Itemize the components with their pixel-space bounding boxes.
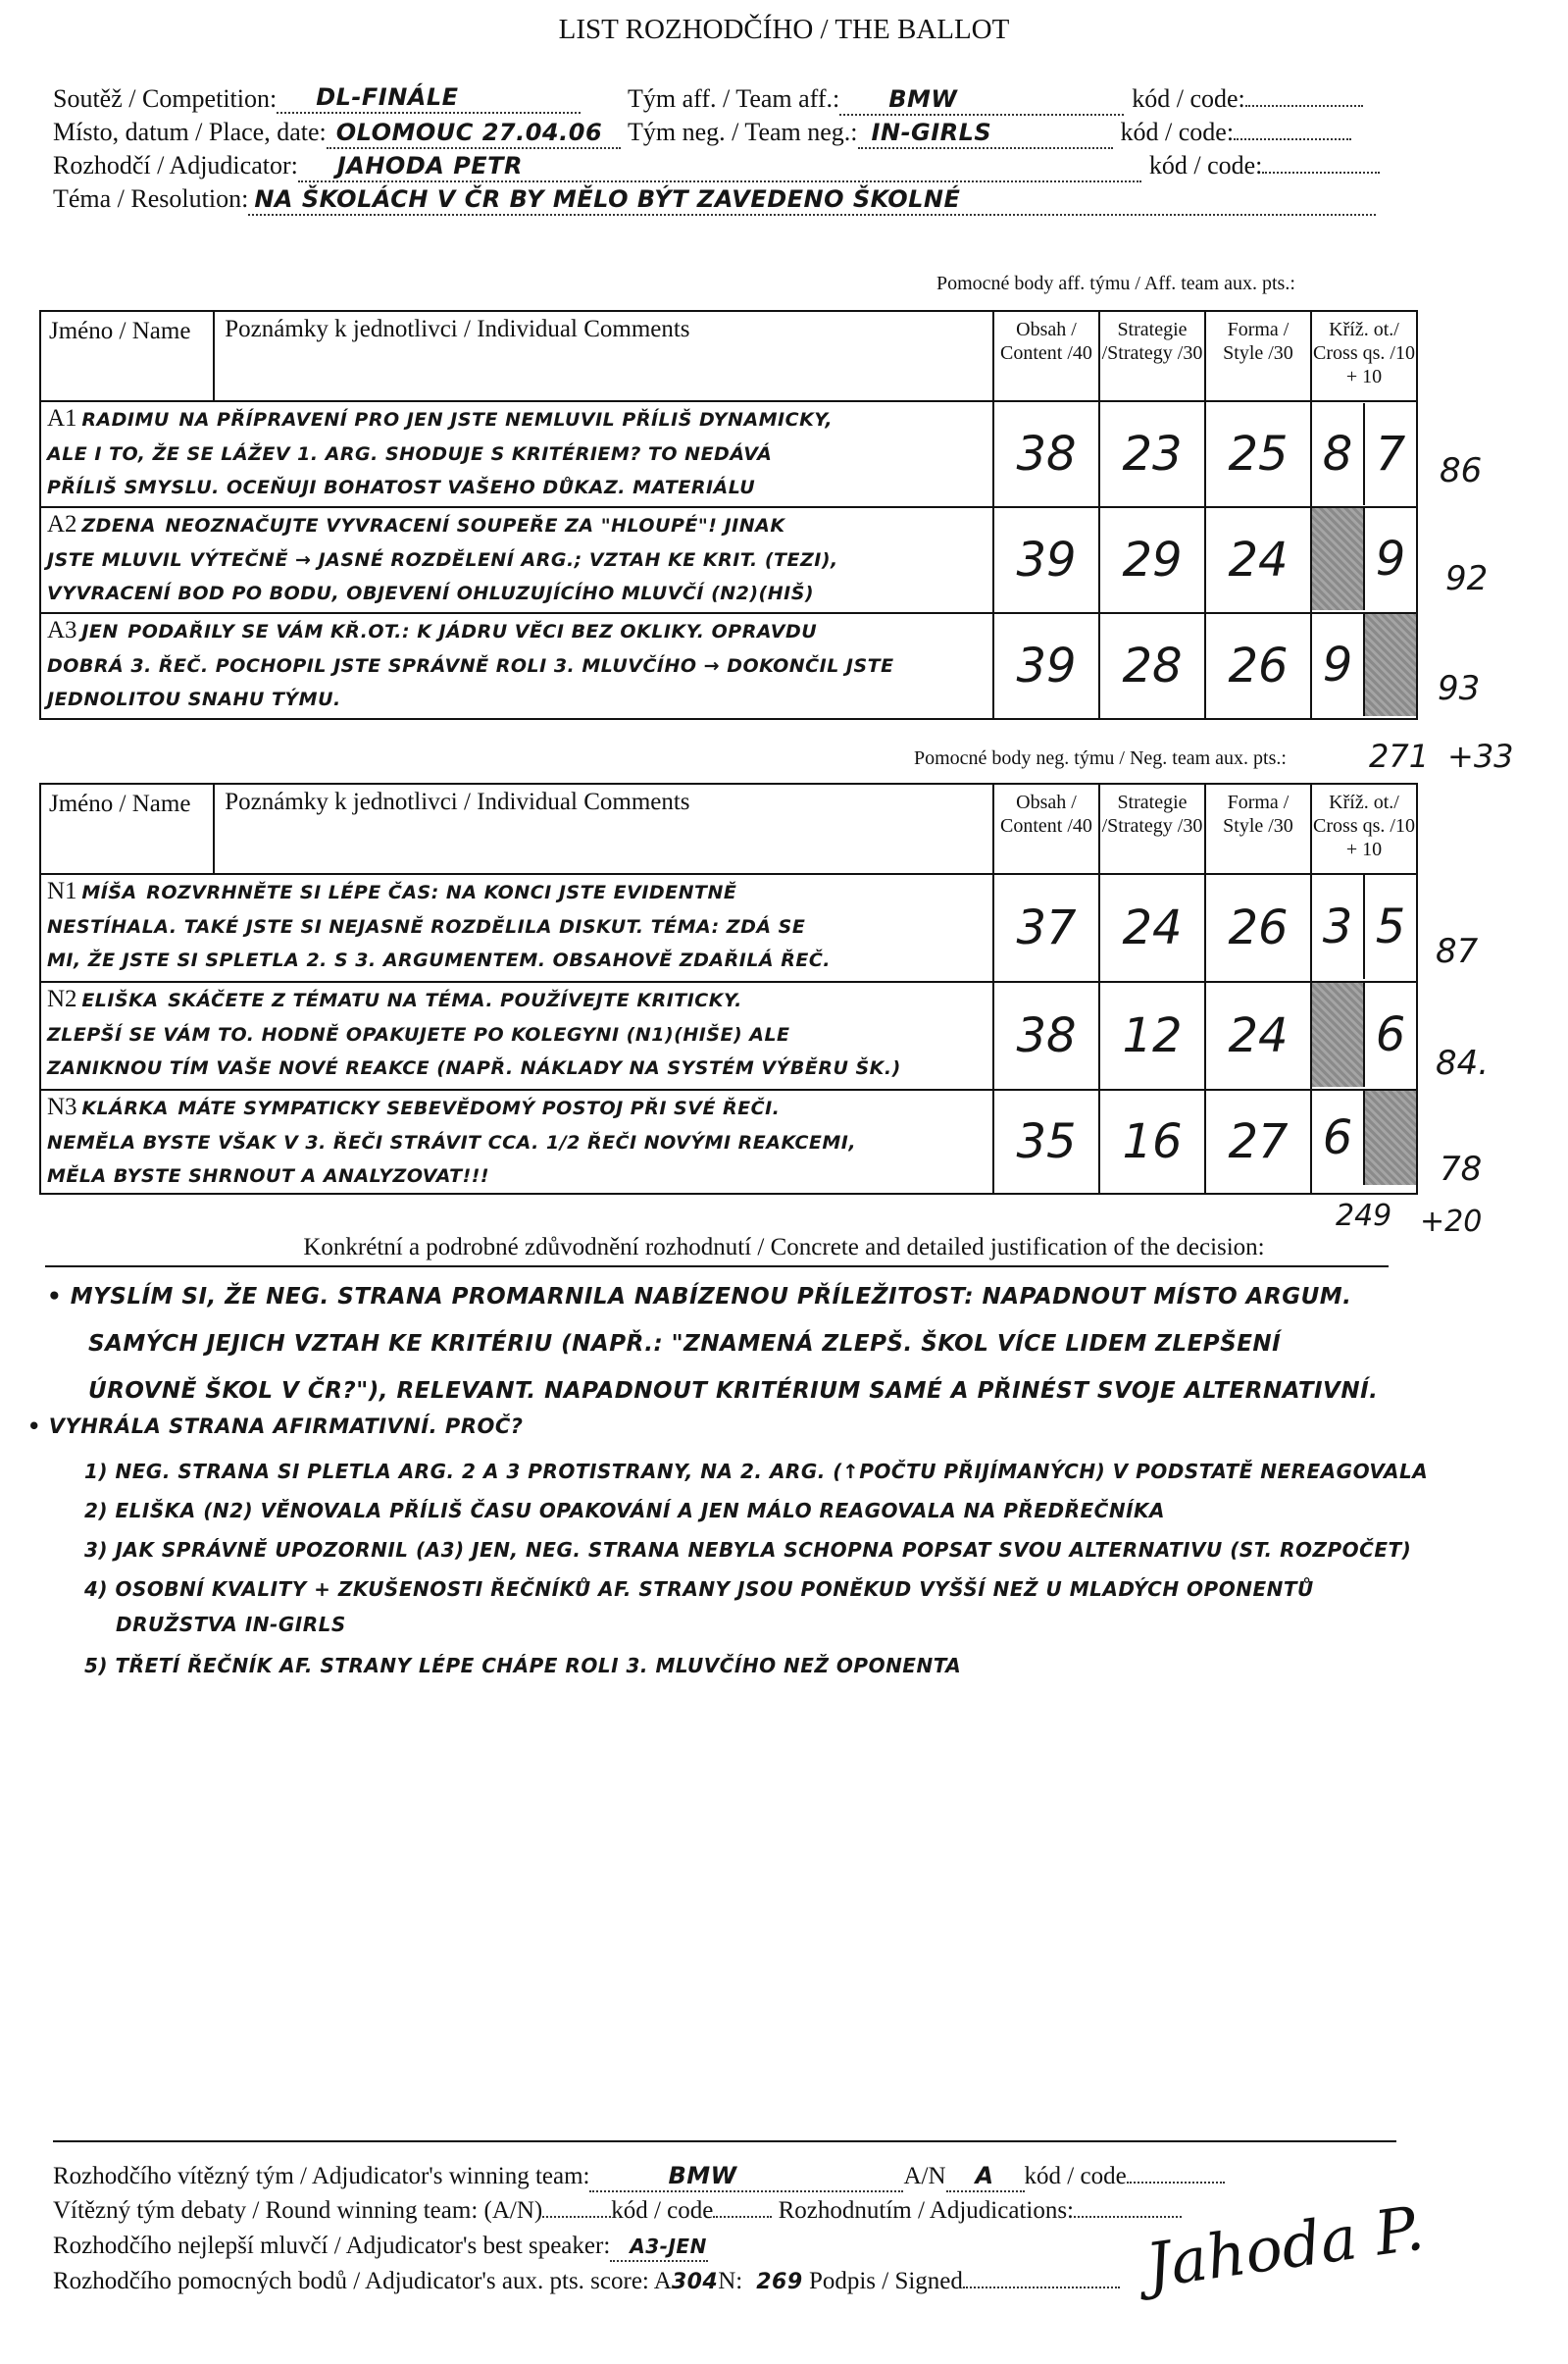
aff-speaker-2-comment-cell[interactable] bbox=[40, 507, 993, 613]
competition-field[interactable] bbox=[277, 82, 581, 114]
cross-score-a-shaded bbox=[1312, 983, 1365, 1087]
adjudicator-code-label: kód / code: bbox=[1148, 151, 1263, 180]
team-aff-code-label: kód / code: bbox=[1132, 84, 1245, 113]
comment-text: ZLEPŠÍ SE VÁM TO. HODNĚ OPAKUJETE PO KOLEGYNI (N1)(HIŠE) ALE bbox=[47, 1024, 790, 1046]
an-value: A bbox=[975, 2162, 994, 2189]
speaker-total: 93 bbox=[1438, 669, 1481, 708]
neg-cross-header: Kříž. ot./ Cross qs. /10 + 10 bbox=[1311, 784, 1417, 874]
place-field[interactable] bbox=[327, 118, 621, 149]
content-score[interactable]: 38 bbox=[993, 401, 1099, 507]
neg-speakers-table bbox=[39, 783, 1418, 1195]
signed-label: Podpis / Signed bbox=[808, 2268, 963, 2294]
justification-divider bbox=[45, 1265, 1389, 1267]
comment-text: ZANIKNOU TÍM VAŠE NOVÉ REAKCE (NAPŘ. NÁKLADY NA SYSTÉM VÝBĚRU ŠK.) bbox=[47, 1057, 901, 1079]
neg-strategy-header: Strategie /Strategy /30 bbox=[1099, 784, 1205, 874]
content-score[interactable]: 38 bbox=[993, 982, 1099, 1090]
aff-speaker-row bbox=[40, 507, 1417, 613]
style-score[interactable]: 27 bbox=[1205, 1090, 1311, 1194]
comment-text: JEDNOLITOU SNAHU TÝMU. bbox=[47, 689, 341, 710]
team-aff-field[interactable] bbox=[839, 84, 1124, 116]
cross-score-cell bbox=[1311, 613, 1417, 719]
adjudications-label: Rozhodnutím / Adjudications: bbox=[778, 2197, 1074, 2224]
cross-score-a-shaded bbox=[1312, 508, 1365, 610]
team-neg-value: IN-GIRLS bbox=[871, 119, 992, 146]
signature: Jahoda P. bbox=[1141, 2191, 1429, 2302]
resolution-field[interactable] bbox=[248, 184, 1376, 216]
aux-score-label: Rozhodčího pomocných bodů / Adjudicator's aux. pts. score: A bbox=[53, 2268, 672, 2294]
an-field[interactable] bbox=[946, 2162, 1025, 2192]
team-aff-code-field[interactable] bbox=[1245, 105, 1363, 107]
neg-style-header: Forma / Style /30 bbox=[1205, 784, 1311, 874]
best-speaker-label: Rozhodčího nejlepší mluvčí / Adjudicator's best speaker: bbox=[53, 2233, 611, 2259]
justification-line: 4) OSOBNÍ KVALITY + ZKUŠENOSTI ŘEČNÍKŮ AF. STRANY JSOU PONĚKUD VYŠŠÍ NEŽ U MLADÝCH OPONENTŮ bbox=[84, 1577, 1314, 1601]
content-score[interactable]: 39 bbox=[993, 613, 1099, 719]
comment-text: NESTÍHALA. TAKÉ JSTE SI NEJASNĚ ROZDĚLILA DISKUT. TÉMA: ZDÁ SE bbox=[47, 916, 806, 938]
speaker-total: 84. bbox=[1436, 1044, 1490, 1083]
competition-value: DL-FINÁLE bbox=[316, 83, 459, 111]
team-aff-label: Tým aff. / Team aff.: bbox=[628, 84, 840, 113]
resolution-row bbox=[53, 184, 1376, 216]
content-score[interactable]: 37 bbox=[993, 874, 1099, 982]
strategy-score[interactable]: 12 bbox=[1099, 982, 1205, 1090]
winning-team-field[interactable] bbox=[589, 2162, 903, 2192]
best-speaker-field[interactable] bbox=[610, 2233, 708, 2262]
cross-score-a[interactable]: 3 bbox=[1312, 875, 1365, 979]
team-aff-value: BMW bbox=[888, 85, 958, 113]
style-score[interactable]: 26 bbox=[1205, 613, 1311, 719]
signature-field[interactable] bbox=[963, 2287, 1120, 2288]
team-neg-row bbox=[628, 118, 1351, 149]
neg-comments-header: Poznámky k jednotlivci / Individual Comments bbox=[214, 784, 993, 874]
speaker-code: N3 bbox=[47, 1094, 77, 1120]
aux-a-value[interactable]: 304 bbox=[671, 2270, 719, 2294]
justification-line: 2) ELIŠKA (N2) VĚNOVALA PŘÍLIŠ ČASU OPAKOVÁNÍ A JEN MÁLO REAGOVALA NA PŘEDŘEČNÍKA bbox=[84, 1499, 1165, 1522]
style-score[interactable]: 25 bbox=[1205, 401, 1311, 507]
aff-speakers-table bbox=[39, 310, 1418, 720]
team-neg-code-label: kód / code: bbox=[1120, 118, 1235, 146]
aff-name-header: Jméno / Name bbox=[40, 311, 214, 401]
team-neg-label: Tým neg. / Team neg.: bbox=[628, 118, 858, 146]
winning-team-row bbox=[53, 2162, 1225, 2192]
comment-text: VYVRACENÍ BOD PO BODU, OBJEVENÍ OHLUZUJÍCÍHO MLUVČÍ (N2)(HIŠ) bbox=[47, 583, 815, 604]
justification-line: 1) NEG. STRANA SI PLETLA ARG. 2 A 3 PROTISTRANY, NA 2. ARG. (↑POČTU PŘIJÍMANÝCH) V PODSTATĚ NEREAGOVALA bbox=[84, 1460, 1429, 1483]
aux-score-row bbox=[53, 2268, 1120, 2295]
place-label: Místo, datum / Place, date: bbox=[53, 118, 327, 146]
comment-text: JSTE MLUVIL VÝTEČNĚ → JASNÉ ROZDĚLENÍ ARG.; VZTAH KE KRIT. (TEZI), bbox=[47, 549, 838, 571]
cross-score-b[interactable]: 7 bbox=[1375, 427, 1406, 482]
justification-title: Konkrétní a podrobné zdůvodnění rozhodnutí / Concrete and detailed justification of the decision: bbox=[303, 1234, 1265, 1260]
round-winner-row bbox=[53, 2197, 1182, 2225]
speaker-name: KLÁRKA bbox=[81, 1098, 169, 1119]
neg-speaker-3-comment-cell[interactable] bbox=[40, 1090, 993, 1194]
best-speaker-value: A3-JEN bbox=[630, 2235, 707, 2258]
adjudicator-value: JAHODA PETR bbox=[336, 152, 524, 180]
team-neg-field[interactable] bbox=[858, 118, 1113, 149]
cross-score-cell bbox=[1311, 1090, 1417, 1194]
comment-text: MI, ŽE JSTE SI SPLETLA 2. S 3. ARGUMENTEM. OBSAHOVĚ ZDAŘILÁ ŘEČ. bbox=[47, 950, 832, 971]
aff-strategy-header: Strategie /Strategy /30 bbox=[1099, 311, 1205, 401]
comment-text: NEMĚLA BYSTE VŠAK V 3. ŘEČI STRÁVIT CCA. 1/2 ŘEČI NOVÝMI REAKCEMI, bbox=[47, 1132, 857, 1154]
team-neg-code-field[interactable] bbox=[1234, 138, 1351, 140]
round-winner-label: Vítězný tým debaty / Round winning team: (A/N) bbox=[53, 2197, 543, 2224]
speaker-name: RADIMU bbox=[81, 409, 170, 431]
neg-speaker-1-comment-cell[interactable] bbox=[40, 874, 993, 982]
resolution-value: NA ŠKOLÁCH V ČR BY MĚLO BÝT ZAVEDENO ŠKOLNÉ bbox=[254, 185, 961, 213]
justification-line: 3) JAK SPRÁVNĚ UPOZORNIL (A3) JEN, NEG. STRANA NEBYLA SCHOPNA POPSAT SVOU ALTERNATIVU (ST. ROZPOČET) bbox=[84, 1538, 1412, 1562]
speaker-code: A3 bbox=[47, 617, 77, 643]
speaker-total: 78 bbox=[1440, 1150, 1483, 1189]
aff-speaker-row bbox=[40, 401, 1417, 507]
comment-text: SKÁČETE Z TÉMATU NA TÉMA. POUŽÍVEJTE KRITICKY. bbox=[168, 990, 742, 1011]
winning-team-value: BMW bbox=[668, 2162, 737, 2189]
resolution-label: Téma / Resolution: bbox=[53, 184, 249, 213]
n-label: N: bbox=[718, 2268, 743, 2294]
comment-text: ROZVRHNĚTE SI LÉPE ČAS: NA KONCI JSTE EVIDENTNĚ bbox=[146, 882, 737, 903]
speaker-total: 86 bbox=[1440, 451, 1483, 490]
style-score[interactable]: 26 bbox=[1205, 874, 1311, 982]
speaker-code: N2 bbox=[47, 986, 77, 1012]
place-value: OLOMOUC 27.04.06 bbox=[335, 119, 603, 146]
justification-line: DRUŽSTVA IN-GIRLS bbox=[116, 1613, 346, 1636]
style-score[interactable]: 24 bbox=[1205, 507, 1311, 613]
speaker-name: MÍŠA bbox=[81, 882, 137, 903]
speaker-name: ZDENA bbox=[81, 515, 156, 537]
strategy-score[interactable]: 23 bbox=[1099, 401, 1205, 507]
comment-text: ALE I TO, ŽE SE LÁŽEV 1. ARG. SHODUJE S KRITÉRIEM? TO NEDÁVÁ bbox=[47, 443, 773, 465]
neg-content-header: Obsah / Content /40 bbox=[993, 784, 1099, 874]
aff-content-header: Obsah / Content /40 bbox=[993, 311, 1099, 401]
content-score[interactable]: 35 bbox=[993, 1090, 1099, 1194]
justification-line: • VYHRÁLA STRANA AFIRMATIVNÍ. PROČ? bbox=[27, 1414, 524, 1438]
speaker-code: N1 bbox=[47, 878, 77, 904]
comment-text: PODAŘILY SE VÁM KŘ.OT.: K JÁDRU VĚCI BEZ OKLIKY. OPRAVDU bbox=[127, 621, 818, 642]
aff-comments-header: Poznámky k jednotlivci / Individual Comments bbox=[214, 311, 993, 401]
adjudicator-label: Rozhodčí / Adjudicator: bbox=[53, 151, 298, 180]
cross-score-b[interactable]: 5 bbox=[1375, 899, 1406, 954]
comment-text: PŘÍLIŠ SMYSLU. OCEŇUJI BOHATOST VAŠEHO DŮKAZ. MATERIÁLU bbox=[47, 477, 756, 498]
competition-label: Soutěž / Competition: bbox=[53, 84, 278, 113]
winning-code-label: kód / code bbox=[1024, 2163, 1127, 2189]
adjudicator-code-field[interactable] bbox=[1262, 172, 1380, 174]
comment-text: NA PŘÍPRAVENÍ PRO JEN JSTE NEMLUVIL PŘÍLIŠ DYNAMICKY, bbox=[178, 409, 834, 431]
neg-speaker-2-comment-cell[interactable] bbox=[40, 982, 993, 1090]
justification-line: 5) TŘETÍ ŘEČNÍK AF. STRANY LÉPE CHÁPE ROLI 3. MLUVČÍHO NEŽ OPONENTA bbox=[84, 1654, 962, 1677]
style-score[interactable]: 24 bbox=[1205, 982, 1311, 1090]
neg-speaker-row bbox=[40, 982, 1417, 1090]
content-score[interactable]: 39 bbox=[993, 507, 1099, 613]
comment-text: DOBRÁ 3. ŘEČ. POCHOPIL JSTE SPRÁVNĚ ROLI 3. MLUVČÍHO → DOKONČIL JSTE bbox=[47, 655, 894, 677]
cross-score-a[interactable]: 6 bbox=[1312, 1091, 1365, 1185]
round-winner-field[interactable] bbox=[542, 2216, 611, 2218]
footer-divider bbox=[53, 2140, 1396, 2142]
strategy-score[interactable]: 24 bbox=[1099, 874, 1205, 982]
cross-score-a[interactable]: 8 bbox=[1312, 403, 1365, 505]
neg-aux-label: Pomocné body neg. týmu / Neg. team aux. pts.: bbox=[914, 747, 1287, 769]
aff-cross-header: Kříž. ot./ Cross qs. /10 + 10 bbox=[1311, 311, 1417, 401]
speaker-total: 87 bbox=[1436, 932, 1479, 971]
cross-score-cell bbox=[1311, 507, 1417, 613]
comment-text: MÁTE SYMPATICKY SEBEVĚDOMÝ POSTOJ PŘI SVÉ ŘEČI. bbox=[177, 1098, 781, 1119]
competition-row bbox=[53, 84, 581, 116]
strategy-score[interactable]: 16 bbox=[1099, 1090, 1205, 1194]
neg-header-row bbox=[40, 784, 1417, 874]
justification-line: • MYSLÍM SI, ŽE NEG. STRANA PROMARNILA NABÍZENOU PŘÍLEŽITOST: NAPADNOUT MÍSTO ARGUM. bbox=[47, 1284, 1352, 1310]
neg-name-header: Jméno / Name bbox=[40, 784, 214, 874]
speaker-name: ELIŠKA bbox=[81, 990, 159, 1011]
neg-speaker-row bbox=[40, 1090, 1417, 1194]
adjudicator-row bbox=[53, 151, 1380, 182]
neg-team-aux: +20 bbox=[1420, 1205, 1483, 1239]
comment-text: MĚLA BYSTE SHRNOUT A ANALYZOVAT!!! bbox=[47, 1165, 490, 1187]
winning-code-field[interactable] bbox=[1127, 2182, 1225, 2184]
neg-speaker-row bbox=[40, 874, 1417, 982]
aff-aux-label: Pomocné body aff. týmu / Aff. team aux. pts.: bbox=[936, 273, 1295, 294]
adjudications-field[interactable] bbox=[1074, 2216, 1182, 2218]
comment-text: NEOZNAČUJTE VYVRACENÍ SOUPEŘE ZA "HLOUPÉ"! JINAK bbox=[165, 515, 785, 537]
cross-score-b[interactable]: 6 bbox=[1375, 1007, 1406, 1062]
round-code-label: kód / code bbox=[611, 2197, 714, 2224]
winning-team-label: Rozhodčího vítězný tým / Adjudicator's winning team: bbox=[53, 2163, 590, 2189]
cross-score-cell bbox=[1311, 982, 1417, 1090]
cross-score-cell bbox=[1311, 874, 1417, 982]
speaker-code: A1 bbox=[47, 405, 77, 432]
aff-team-total: 271 bbox=[1369, 738, 1430, 775]
cross-score-b-shaded bbox=[1365, 1091, 1416, 1185]
aff-speaker-3-comment-cell[interactable] bbox=[40, 613, 993, 719]
round-code-field[interactable] bbox=[713, 2216, 772, 2218]
strategy-score[interactable]: 29 bbox=[1099, 507, 1205, 613]
an-label: A/N bbox=[903, 2163, 946, 2189]
ballot-title: LIST ROZHODČÍHO / THE BALLOT bbox=[558, 14, 1010, 45]
strategy-score[interactable]: 28 bbox=[1099, 613, 1205, 719]
best-speaker-row bbox=[53, 2233, 708, 2262]
cross-score-b-shaded bbox=[1365, 614, 1416, 716]
aff-header-row bbox=[40, 311, 1417, 401]
justification-line: SAMÝCH JEJICH VZTAH KE KRITÉRIU (NAPŘ.: "ZNAMENÁ ZLEPŠ. ŠKOL VÍCE LIDEM ZLEPŠENÍ bbox=[88, 1331, 1282, 1357]
cross-score-cell bbox=[1311, 401, 1417, 507]
team-aff-row bbox=[628, 84, 1363, 116]
aff-team-aux: +33 bbox=[1447, 738, 1514, 775]
aff-speaker-row bbox=[40, 613, 1417, 719]
cross-score-b[interactable]: 9 bbox=[1375, 532, 1406, 587]
speaker-name: JEN bbox=[81, 621, 119, 642]
speaker-code: A2 bbox=[47, 511, 77, 538]
comment-line bbox=[41, 402, 992, 437]
neg-team-total: 249 bbox=[1336, 1199, 1392, 1233]
place-row bbox=[53, 118, 621, 149]
cross-score-a[interactable]: 9 bbox=[1312, 614, 1365, 716]
aff-style-header: Forma / Style /30 bbox=[1205, 311, 1311, 401]
aux-n-value[interactable]: 269 bbox=[756, 2270, 803, 2294]
aff-speaker-1-comment-cell[interactable] bbox=[40, 401, 993, 507]
adjudicator-field[interactable] bbox=[298, 151, 1141, 182]
justification-line: ÚROVNĚ ŠKOL V ČR?"), RELEVANT. NAPADNOUT KRITÉRIUM SAMÉ A PŘINÉST SVOJE ALTERNATIVNÍ. bbox=[88, 1378, 1379, 1404]
speaker-total: 92 bbox=[1445, 559, 1489, 598]
